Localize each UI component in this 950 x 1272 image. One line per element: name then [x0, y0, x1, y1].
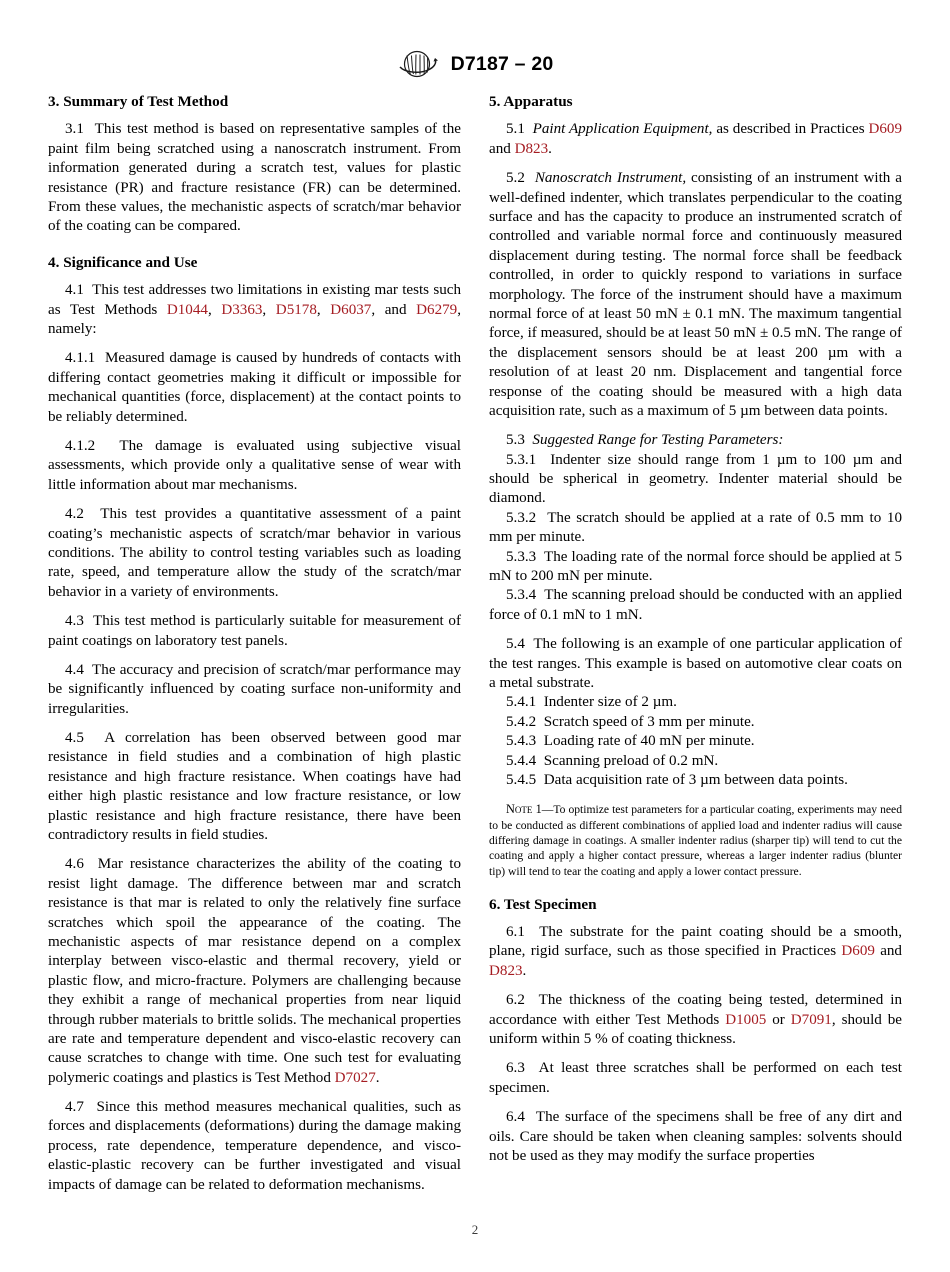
paragraph-5-4-2 — [489, 713, 902, 732]
reference-link-d823[interactable]: D823 — [489, 962, 523, 979]
paragraph-number: 4.5 — [65, 730, 84, 747]
section-heading-6: 6. Test Specimen — [489, 895, 597, 913]
paragraph-text: The surface of the specimens shall be free of any dirt and oils. Care should be taken when cleaning samples: solvents should not be used as they may modify the surface properties — [489, 1109, 902, 1164]
paragraph-text: The thickness of the coating being tested, determined in accordance with either Test Methods — [489, 992, 902, 1028]
reference-link-d609[interactable]: D609 — [868, 121, 903, 138]
paragraph-4-2 — [48, 505, 461, 602]
paragraph-text: as described in Practices — [712, 121, 869, 138]
paragraph-text: Indenter size of 2 µm. — [543, 694, 677, 711]
document-designation: D7187 – 20 — [450, 52, 554, 75]
reference-link-d609[interactable]: D609 — [841, 943, 875, 960]
paragraph-5-3-2 — [489, 509, 902, 548]
reference-link-d1044[interactable]: D1044 — [166, 301, 208, 318]
paragraph-number: 5.2 — [506, 170, 525, 187]
reference-link-d1005[interactable]: D1005 — [725, 1011, 767, 1028]
paragraph-text: This test provides a quantitative assessment of a paint coating’s mechanistic aspects of scratch/mar behavior in various conditions. The ability to control testing variables such as loading rate, speed, and temperature allow the study of the scratch/mar behavior in a variety of environments. — [48, 506, 461, 600]
paragraph-text-tail: . — [522, 962, 527, 979]
paragraph-5-4-4 — [489, 752, 902, 771]
paragraph-number: 5.1 — [506, 121, 525, 138]
paragraph-number: 6.3 — [506, 1060, 525, 1077]
reference-link-d6279[interactable]: D6279 — [416, 301, 458, 318]
paragraph-text: Indenter size should range from 1 µm to 100 µm and should be spherical in geometry. Indenter material should be diamond. — [489, 451, 902, 507]
paragraph-italic-lead: Paint Application Equipment, — [532, 121, 713, 138]
paragraph-5-4-5 — [489, 771, 902, 790]
paragraph-text-tail: . — [548, 140, 552, 157]
paragraph-text: consisting of an instrument with a well-defined indenter, which translates perpendicular to the coating surface and has the capacity to produce an instrumented scratch of controlled and variable normal force and continuously measured displacement during testing. The normal force shall be feedback controlled, in order to quickly respond to variations in surface morphology. The force of the instrument should have a maximum normal force of at least 50 mN ± 0.1 mN. The maximum tangential force, if measured, should be at least 50 mN ± 0.5 mN. The range of the displacement sensors should be at least 200 µm with a resolution of at least 20 nm. Displacement and tangential force response of the coating should be measured with a high data acquisition rate, such as a maximum of 5 µm between data points. — [489, 170, 902, 419]
paragraph-4-1-1 — [48, 349, 461, 427]
paragraph-5-1: 5.1 Paint Application Equipment, as described in Practices D609 and D823. — [489, 121, 903, 157]
paragraph-5-3-3 — [489, 548, 902, 587]
paragraph-number: 5.4.2 — [506, 713, 537, 730]
note-1 — [489, 802, 902, 878]
paragraph-number: 6.1 — [506, 924, 525, 941]
paragraph-4-4 — [48, 661, 461, 719]
paragraph-number: 5.4.1 — [506, 694, 537, 711]
paragraph-6-2: 6.2 The thickness of the coating being tested, determined in accordance with either Test Methods D1005 or D7091, should be uniform within 5 % of coating thickness. — [489, 992, 903, 1047]
paragraph-5-3-4 — [489, 586, 902, 625]
paragraph-text: Loading rate of 40 mN per minute. — [543, 733, 755, 750]
paragraph-text-tail: , namely: — [48, 301, 461, 338]
paragraph-4-1: 4.1 This test addresses two limitations in existing mar tests such as Test Methods D1044, D3363, D5178, D6037, and D6279, namely: — [48, 282, 461, 338]
paragraph-number: 6.2 — [506, 992, 525, 1009]
paragraph-text: The damage is evaluated using subjective visual assessments, which provide only a qualitative sense of wear with little information about mar mechanisms. — [48, 437, 461, 493]
paragraph-number: 4.1.2 — [65, 437, 96, 454]
paragraph-number: 4.3 — [65, 613, 84, 630]
paragraph-text: Measured damage is caused by hundreds of contacts with differing contact geometries making it difficult or impossible for mechanical quantities (force, displacement) at the contact points to be reliably determined. — [48, 350, 461, 425]
paragraph-text: Since this method measures mechanical qualities, such as forces and displacements (deformations) during the damage making process, rate dependence, temperature dependence, and visco-elastic-plastic recovery can be further investigated and visual impacts of damage can be related to deformation mechanisms. — [48, 1099, 462, 1193]
paragraph-text: Data acquisition rate of 3 µm between data points. — [543, 771, 848, 788]
paragraph-number: 5.4.5 — [506, 771, 537, 788]
paragraph-number: 4.2 — [65, 506, 84, 523]
paragraph-text: The loading rate of the normal force should be applied at 5 mN to 200 mN per minute. — [489, 548, 903, 585]
paragraph-number: 6.4 — [506, 1109, 525, 1126]
paragraph-text-tail: . — [375, 1069, 380, 1086]
paragraph-text: Mar resistance characterizes the ability of the coating to resist light damage. The difference between mar and scratch resistance is that mar is related to only the relatively fine surface scratches which spoil the appearance of the coating. The mechanistic aspects of mar resistance depend on a complex interplay between visco-elastic and thermal recovery, yield or plastic flow, and micro-fracture. Polymers are challenging because they exhibit a range of mechanical properties from near liquid through rubber materials to brittle solids. The mechanical properties are rate and temperature dependent and visco-elastic recovery can cause scratches to change with time. One such test for evaluating polymeric coatings and plastics is Test Method — [48, 856, 461, 1086]
reference-link-d3363[interactable]: D3363 — [221, 301, 263, 318]
paragraph-number: 4.4 — [65, 661, 84, 678]
paragraph-text-tail: , should be uniform within 5 % of coating thickness. — [489, 1011, 903, 1047]
section-heading-4: 4. Significance and Use — [48, 253, 198, 271]
reference-link-d7027[interactable]: D7027 — [334, 1069, 376, 1086]
paragraph-5-3-1 — [489, 451, 902, 509]
paragraph-text: The substrate for the paint coating should be a smooth, plane, rigid surface, such as those specified in Practices — [489, 924, 902, 960]
paragraph-text: This test method is based on representative samples of the paint film being scratched using a nanoscratch instrument. From information generated during a scratch test, values for plastic resistance (PR) and fracture resistance (FR) can be determined. From these values, the mechanistic aspects of scratch/mar behavior of the coating can be compared. — [48, 121, 461, 235]
paragraph-number: 5.3.1 — [506, 451, 537, 468]
paragraph-number: 4.7 — [65, 1099, 84, 1116]
paragraph-number: 5.3.3 — [506, 548, 537, 565]
paragraph-5-2 — [489, 169, 902, 421]
paragraph-text: The scratch should be applied at a rate of 0.5 mm to 10 mm per minute. — [489, 509, 902, 546]
astm-logo-icon — [397, 49, 439, 79]
paragraph-italic-lead: Suggested Range for Testing Parameters: — [532, 432, 784, 449]
paragraph-5-4 — [489, 635, 902, 693]
paragraph-4-3 — [48, 612, 461, 651]
paragraph-number: 5.4.3 — [506, 733, 537, 750]
paragraph-number: 3.1 — [65, 121, 84, 138]
note-dash: — — [541, 803, 554, 817]
paragraph-4-5 — [48, 729, 461, 845]
document-body — [48, 92, 902, 1212]
paragraph-number: 5.3.2 — [506, 509, 537, 526]
page-number: 2 — [471, 1222, 479, 1237]
paragraph-6-1: 6.1 The substrate for the paint coating should be a smooth, plane, rigid surface, such as those specified in Practices D609 and D823. — [489, 924, 902, 979]
paragraph-text: The following is an example of one particular application of the test ranges. This example is based on automotive clear coats on a metal substrate. — [489, 636, 902, 691]
paragraph-number: 5.4 — [506, 636, 525, 653]
paragraph-number: 5.4.4 — [506, 752, 537, 769]
paragraph-6-4 — [489, 1108, 902, 1166]
left-column — [48, 92, 461, 1205]
reference-link-d823[interactable]: D823 — [514, 140, 549, 157]
paragraph-text: Scanning preload of 0.2 mN. — [543, 752, 719, 769]
paragraph-6-3 — [489, 1059, 902, 1098]
reference-link-d6037[interactable]: D6037 — [330, 301, 372, 318]
note-label: Note 1 — [506, 802, 542, 817]
paragraph-5-4-1 — [489, 693, 902, 712]
paragraph-italic-lead: Nanoscratch Instrument, — [534, 170, 687, 187]
paragraph-text: Scratch speed of 3 mm per minute. — [543, 713, 755, 730]
paragraph-text: The accuracy and precision of scratch/mar performance may be significantly influenced by coating surface non-uniformity and irregularities. — [48, 661, 461, 717]
paragraph-5-4-3 — [489, 732, 902, 751]
section-heading-5: 5. Apparatus — [489, 93, 573, 110]
paragraph-number: 4.1 — [65, 282, 84, 299]
paragraph-4-1-2 — [48, 437, 461, 495]
reference-link-d7091[interactable]: D7091 — [790, 1011, 832, 1028]
paragraph-text: A correlation has been observed between good mar resistance in field studies and a combination of high plastic resistance and high fracture resistance. When coatings have had either high plastic resistance and low fracture resistance, or low plastic resistance and high fracture resistance, there have been contradictory results in field studies. — [48, 730, 461, 844]
paragraph-number: 4.1.1 — [65, 350, 96, 367]
paragraph-number: 4.6 — [65, 856, 84, 873]
section-heading-3: 3. Summary of Test Method — [48, 93, 229, 110]
paragraph-text: At least three scratches shall be performed on each test specimen. — [489, 1060, 902, 1096]
paragraph-text: The scanning preload should be conducted with an applied force of 0.1 mN to 1 mN. — [489, 587, 902, 623]
paragraph-4-6 — [48, 855, 461, 1088]
paragraph-text: This test method is particularly suitable for measurement of paint coatings on laboratory test panels. — [48, 613, 461, 649]
paragraph-text: This test addresses two limitations in existing mar tests such as Test Methods — [48, 282, 461, 318]
paragraph-5-3 — [489, 431, 902, 450]
right-column — [489, 92, 902, 1176]
page-header — [0, 44, 950, 84]
reference-link-d5178[interactable]: D5178 — [275, 301, 317, 318]
paragraph-4-7 — [48, 1098, 461, 1195]
paragraph-3-1 — [48, 120, 461, 236]
paragraph-number: 5.3 — [506, 432, 525, 449]
paragraph-number: 5.3.4 — [506, 587, 537, 604]
note-text: To optimize test parameters for a particular coating, experiments may need to be conducted as different combinations of applied load and indenter radius will cause differing damage in coatings. A smaller indenter radius (sharper tip) will tend to cut the coating and apply a higher contact pressure, whereas a larger indenter radius (blunter tip) will tend to tear the coating and apply a lower contact pressure. — [489, 803, 902, 878]
